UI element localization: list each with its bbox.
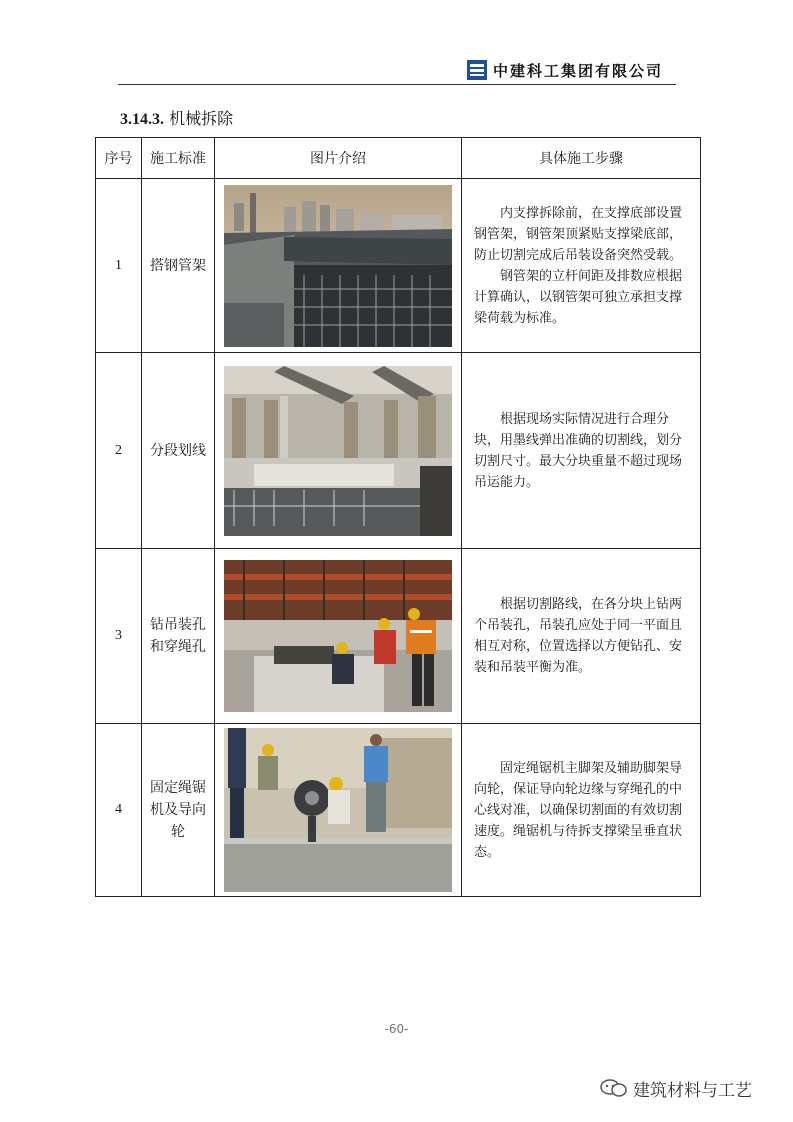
company-logo-icon <box>467 60 487 80</box>
table-row <box>96 179 701 353</box>
step-paragraph: 根据切割路线，在各分块上钻两个吊装孔，吊装孔应处于同一平面且相互对称，位置选择以方便钻孔、安装和吊装平衡为准。 <box>474 597 683 675</box>
row-number: 3 <box>96 549 142 724</box>
row-photo-cell <box>215 179 462 353</box>
table-header-row <box>96 138 701 179</box>
company-name: 中建科工集团有限公司 <box>493 62 664 80</box>
row-steps <box>462 549 701 724</box>
header-standard: 施工标准 <box>142 138 215 179</box>
step-paragraph: 钢管架的立杆间距及排数应根据计算确认，以钢管架可独立承担支撑梁荷载为标准。 <box>474 268 683 326</box>
row-standard: 钻吊装孔和穿绳孔 <box>142 549 215 724</box>
wire-saw-setup-photo <box>224 728 452 892</box>
steel-scaffold-photo <box>224 185 452 347</box>
section-name: 机械拆除 <box>169 109 234 128</box>
row-photo-cell <box>215 353 462 549</box>
watermark-text: 建筑材料与工艺 <box>633 1081 752 1101</box>
row-number: 1 <box>96 179 142 353</box>
row-photo-cell <box>215 724 462 897</box>
row-standard: 固定绳锯机及导向轮 <box>142 724 215 897</box>
table-row <box>96 724 701 897</box>
page-number: -60- <box>384 1022 409 1036</box>
row-standard: 分段划线 <box>142 353 215 549</box>
row-photo-cell <box>215 549 462 724</box>
row-steps <box>462 353 701 549</box>
header-divider <box>118 84 676 85</box>
row-number: 4 <box>96 724 142 897</box>
row-standard: 搭钢管架 <box>142 179 215 353</box>
section-title <box>120 106 233 129</box>
header-steps: 具体施工步骤 <box>462 138 701 179</box>
table-row <box>96 549 701 724</box>
step-paragraph: 根据现场实际情况进行合理分块，用墨线弹出准确的切割线，划分切割尺寸。最大分块重量不超过现场吊运能力。 <box>474 411 683 490</box>
step-paragraph: 固定绳锯机主脚架及辅助脚架导向轮，保证导向轮边缘与穿绳孔的中心线对准，以确保切割面的有效切割速度。绳锯机与待拆支撑梁呈垂直状态。 <box>474 760 683 860</box>
construction-steps-table <box>95 137 701 897</box>
table-row <box>96 353 701 549</box>
row-steps <box>462 179 701 353</box>
step-paragraph: 内支撑拆除前，在支撑底部设置钢管架，钢管架顶紧贴支撑梁底部，防止切割完成后吊装设备突然受载。 <box>474 205 683 263</box>
section-number: 3.14.3. <box>120 111 164 128</box>
row-steps <box>462 724 701 897</box>
header-photo: 图片介绍 <box>215 138 462 179</box>
segment-marking-photo <box>224 366 452 536</box>
row-number: 2 <box>96 353 142 549</box>
header-no: 序号 <box>96 138 142 179</box>
wechat-icon <box>600 1078 628 1098</box>
drilling-holes-photo <box>224 560 452 712</box>
